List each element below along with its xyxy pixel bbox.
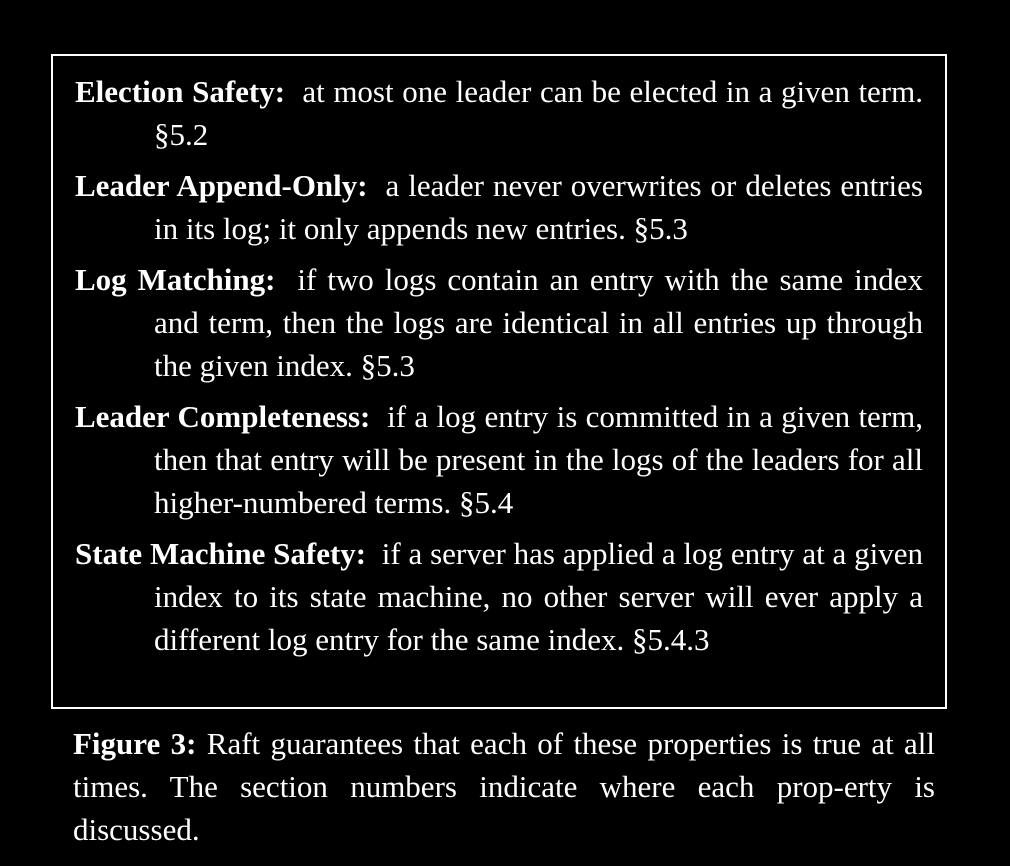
property-name: Log Matching: [75, 262, 276, 297]
property-text: if a server has applied a log entry at a given index to its state machine, no other server will ever apply a different log entry for the same index. §5.4.3 [154, 536, 923, 657]
property-name: Election Safety: [75, 74, 286, 109]
properties-box [51, 54, 947, 709]
property-leader-completeness [75, 395, 923, 524]
caption-text: Raft guarantees that each of these properties is true at all times. The section numbers indicate where each prop-erty is discussed. [73, 726, 936, 847]
property-leader-append-only [75, 164, 923, 250]
figure-caption [73, 722, 935, 851]
property-text: if two logs contain an entry with the same index and term, then the logs are identical in all entries up through the given index. §5.3 [154, 262, 924, 383]
property-log-matching [75, 258, 923, 387]
property-name: State Machine Safety: [75, 536, 367, 571]
property-state-machine-safety [75, 532, 923, 661]
property-text: a leader never overwrites or deletes entries in its log; it only appends new entries. §5.3 [154, 168, 923, 246]
figure-label: Figure 3: [73, 726, 197, 761]
property-election-safety [75, 70, 923, 156]
property-text: at most one leader can be elected in a given term. §5.2 [154, 74, 923, 152]
property-text: if a log entry is committed in a given term, then that entry will be present in the logs of the leaders for all higher-numbered terms. §5.4 [154, 399, 924, 520]
property-name: Leader Append-Only: [75, 168, 368, 203]
property-name: Leader Completeness: [75, 399, 371, 434]
